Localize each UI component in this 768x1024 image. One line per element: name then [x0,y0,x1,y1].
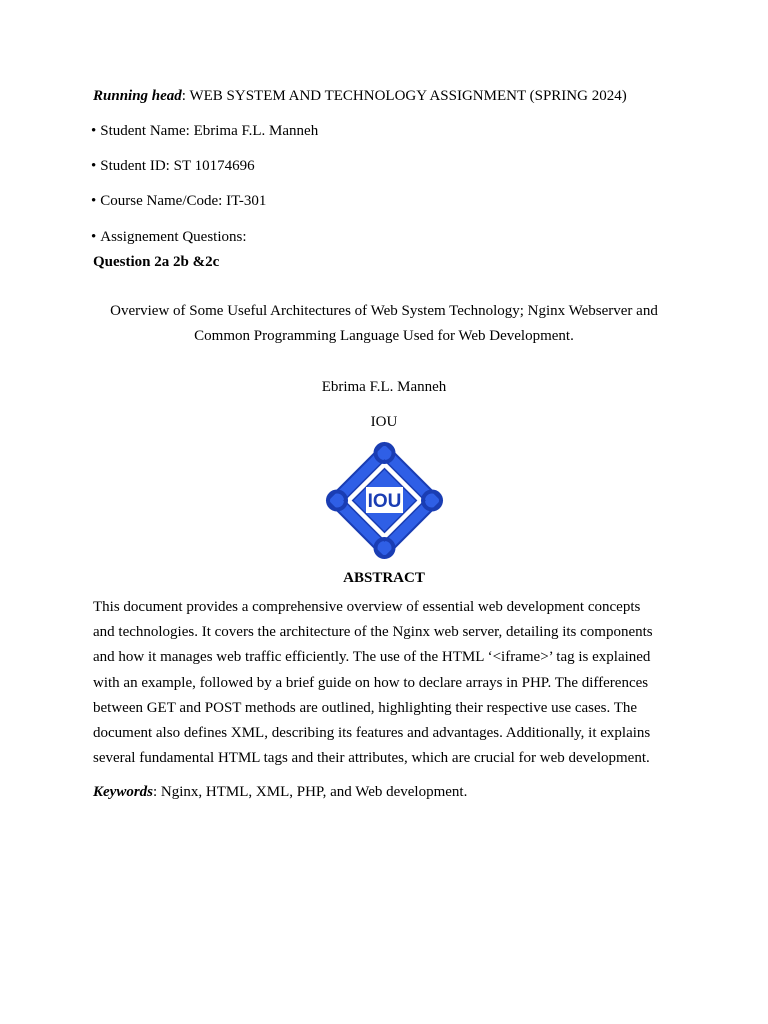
abstract-line-5: between GET and POST methods are outlined, highlighting their respective use cases. The [93,699,638,716]
abstract-line-7: several fundamental HTML tags and their attributes, which are crucial for web development. [93,750,650,767]
abstract-heading: ABSTRACT [343,570,425,586]
abstract-body [93,595,678,771]
logo-text: IOU [367,491,402,512]
student-name-item: • Student Name: Ebrima F.L. Manneh [91,122,318,140]
abstract-line-2: and technologies. It covers the architecture of the Nginx web server, detailing its components [93,624,653,641]
title-line-2: Common Programming Language Used for Web Development. [194,328,574,344]
title-line-1: Overview of Some Useful Architectures of Web System Technology; Nginx Webserver and [110,303,658,319]
abstract-line-6: document also defines XML, describing its features and advantages. Additionally, it explains [93,725,651,742]
keywords-label: Keywords [93,784,153,800]
abstract-line-1: This document provides a comprehensive overview of essential web development concepts [93,599,641,615]
running-head-text: WEB SYSTEM AND TECHNOLOGY ASSIGNMENT (SPRING 2024) [189,88,627,104]
university-logo [322,441,447,559]
question-heading: Question 2a 2b &2c [93,254,220,270]
assignment-questions-item: • Assignement Questions: [91,228,247,246]
abstract-line-3: and how it manages web traffic efficiently. The use of the HTML ‘<iframe>’ tag is explained [93,649,651,666]
student-id-item: • Student ID: ST 10174696 [91,157,255,175]
author-name: Ebrima F.L. Manneh [321,379,447,395]
keywords-line [93,783,467,801]
institution-name: IOU [370,414,398,430]
keywords-text: : Nginx, HTML, XML, PHP, and Web development. [153,784,468,800]
running-head-label: Running head [93,88,182,104]
course-code-item: • Course Name/Code: IT-301 [91,192,266,210]
running-head: Running head: WEB SYSTEM AND TECHNOLOGY ASSIGNMENT (SPRING 2024) [93,88,627,104]
abstract-line-4: with an example, followed by a brief guide on how to declare arrays in PHP. The differences [93,674,649,691]
